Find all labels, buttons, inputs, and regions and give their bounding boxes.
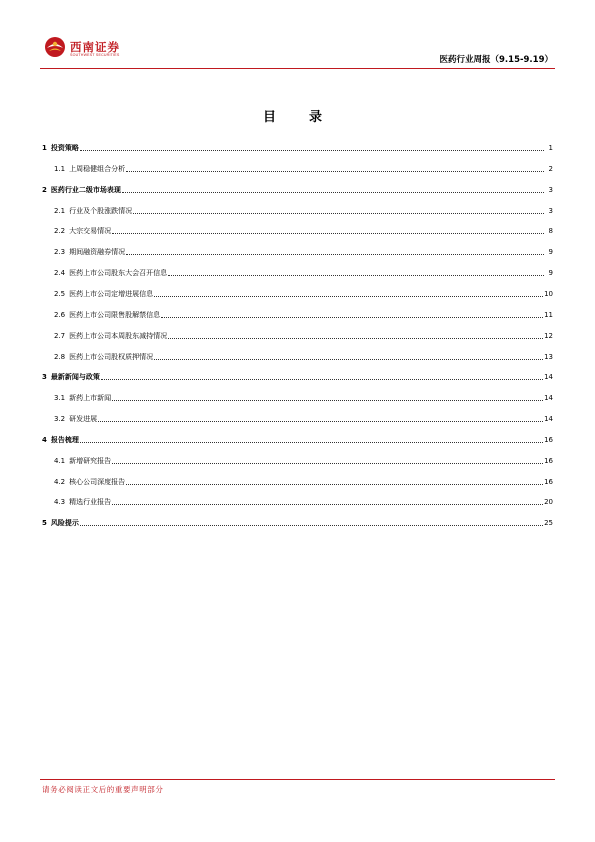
- toc-entry[interactable]: [42, 141, 553, 153]
- toc-entry-title: 精选行业报告: [69, 498, 112, 507]
- toc-entry-number: 2: [42, 185, 47, 194]
- toc-entry-label: [42, 478, 125, 487]
- toc-entry-number: 1: [42, 144, 47, 152]
- footer-disclaimer: 请务必阅读正文后的重要声明部分: [42, 785, 164, 794]
- toc-entry-title: 大宗交易情况: [69, 227, 112, 236]
- toc-entry-number: 4.2: [54, 477, 66, 486]
- toc-entry-label: [42, 498, 111, 507]
- toc-dot-leader: [126, 254, 544, 255]
- toc-dot-leader: [112, 504, 543, 505]
- toc-entry-number: 2.3: [54, 248, 66, 257]
- toc-entry-title: 报告梳理: [50, 435, 79, 444]
- toc-entry-title: 医药上市公司本周股东减持情况: [69, 331, 168, 340]
- toc-entry-number: 2.8: [54, 352, 66, 361]
- toc-entry-page: 9: [548, 269, 553, 278]
- toc-entry-number: 2.4: [54, 269, 66, 278]
- footer-divider: [40, 779, 555, 780]
- company-logo: [44, 36, 164, 64]
- toc-entry-title: 研发进展: [69, 415, 98, 424]
- toc-entry-label: [42, 248, 125, 257]
- toc-entry-number: 3.2: [54, 415, 66, 424]
- toc-entry-title: 最新新闻与政策: [50, 373, 100, 382]
- toc-entry-title: 医药上市公司限售股解禁信息: [69, 310, 161, 319]
- toc-dot-leader: [80, 442, 543, 443]
- toc-entry-page: 16: [544, 477, 553, 486]
- toc-dot-leader: [80, 525, 543, 526]
- toc-entry-number: 1.1: [54, 164, 66, 173]
- toc-entry-page: 16: [544, 456, 553, 465]
- toc-entry-label: [42, 415, 97, 424]
- toc-entry-number: 5: [42, 519, 47, 528]
- toc-entry-title: 医药上市公司股东大会召开信息: [69, 269, 168, 278]
- toc-entry[interactable]: [42, 412, 553, 424]
- sun-logo-icon: [44, 36, 66, 58]
- toc-dot-leader: [112, 233, 544, 234]
- toc-entry-label: [42, 332, 167, 341]
- toc-entry-label: [42, 165, 125, 174]
- toc-entry[interactable]: [42, 433, 553, 445]
- toc-entry[interactable]: [42, 308, 553, 320]
- toc-entry-number: 2.2: [54, 227, 66, 236]
- toc-dot-leader: [98, 421, 543, 422]
- toc-entry-label: [42, 436, 79, 445]
- toc-entry-label: [42, 311, 160, 320]
- toc-dot-leader: [126, 171, 544, 172]
- toc-entry-page: 2: [548, 164, 553, 173]
- toc-entry-title: 新药上市新闻: [69, 394, 112, 403]
- toc-entry-number: 4: [42, 435, 47, 444]
- toc-entry-page: 11: [544, 310, 553, 319]
- toc-entry-number: 4.1: [54, 456, 66, 465]
- toc-entry-label: [42, 394, 111, 403]
- report-title: 医药行业周报（9.15-9.19）: [439, 55, 553, 65]
- toc-entry-title: 期间融资融券情况: [69, 248, 126, 257]
- toc-entry-title: 医药上市公司定增进展信息: [69, 289, 154, 298]
- header-divider: [40, 68, 555, 69]
- toc-entry-label: [42, 457, 111, 466]
- toc-dot-leader: [133, 213, 544, 214]
- toc-entry-page: 25: [544, 519, 553, 528]
- toc-entry[interactable]: [42, 224, 553, 236]
- logo-text: 西南证券: [70, 40, 120, 54]
- toc-entry-title: 投资策略: [50, 144, 79, 152]
- toc-entry-label: [42, 373, 100, 382]
- toc-entry-number: 4.3: [54, 498, 66, 507]
- toc-dot-leader: [112, 400, 543, 401]
- toc-entry-title: 核心公司深度报告: [69, 477, 126, 486]
- toc-entry-page: 20: [544, 498, 553, 507]
- toc-entry-page: 8: [548, 227, 553, 236]
- toc-entry-number: 2.5: [54, 289, 66, 298]
- page-header: [40, 34, 555, 68]
- toc-entry-number: 2.1: [54, 206, 66, 215]
- toc-entry[interactable]: [42, 287, 553, 299]
- toc-heading: 目 录: [262, 110, 332, 125]
- toc-entry-title: 医药行业二级市场表现: [50, 185, 121, 194]
- toc-entry-page: 14: [544, 373, 553, 382]
- toc-entry-label: [42, 227, 111, 236]
- toc-entry[interactable]: [42, 266, 553, 278]
- toc-entry-page: 3: [548, 206, 553, 215]
- toc-entry-number: 2.6: [54, 310, 66, 319]
- toc-entry[interactable]: [42, 350, 553, 362]
- toc-entry-label: [42, 269, 167, 278]
- toc-entry-label: [42, 519, 79, 528]
- toc-entry-label: [42, 290, 153, 299]
- toc-entry-page: 14: [544, 415, 553, 424]
- toc-dot-leader: [112, 463, 543, 464]
- toc-entry-label: [42, 207, 132, 216]
- toc-entry-label: [42, 353, 153, 362]
- toc-entry-page: 3: [548, 185, 553, 194]
- toc-entry[interactable]: [42, 370, 553, 382]
- toc-entry-number: 3.1: [54, 394, 66, 403]
- toc-dot-leader: [154, 296, 543, 297]
- toc-entry-page: 14: [544, 394, 553, 403]
- toc-entry-title: 医药上市公司股权质押情况: [69, 352, 154, 361]
- toc-entry[interactable]: [42, 204, 553, 216]
- toc-entry-title: 行业及个股涨跌情况: [69, 206, 133, 215]
- toc-entry[interactable]: [42, 162, 553, 174]
- toc-entry-page: 12: [544, 331, 553, 340]
- toc-entry-number: 3: [42, 373, 47, 382]
- toc-entry-page: 9: [548, 248, 553, 257]
- toc-dot-leader: [126, 484, 543, 485]
- toc-entry-label: [42, 144, 79, 153]
- toc-entry-number: 2.7: [54, 331, 66, 340]
- toc-entry[interactable]: [42, 391, 553, 403]
- toc-entry[interactable]: [42, 454, 553, 466]
- toc-entry[interactable]: [42, 183, 553, 195]
- toc-entry-title: 上周稳健组合分析: [69, 164, 126, 173]
- toc-entry-page: 16: [544, 435, 553, 444]
- toc-dot-leader: [154, 359, 543, 360]
- toc-entry-page: 13: [544, 352, 553, 361]
- toc-dot-leader: [168, 338, 543, 339]
- toc-entry[interactable]: [42, 516, 553, 528]
- toc-dot-leader: [168, 275, 544, 276]
- toc-entry-label: [42, 186, 121, 195]
- toc-entry-page: 10: [544, 289, 553, 298]
- toc-entry[interactable]: [42, 495, 553, 507]
- toc-entry[interactable]: [42, 475, 553, 487]
- toc-dot-leader: [101, 379, 543, 380]
- toc-dot-leader: [161, 317, 543, 318]
- toc-entry-title: 新增研究报告: [69, 456, 112, 465]
- toc-entry-title: 风险提示: [50, 519, 79, 528]
- toc-dot-leader: [80, 150, 544, 151]
- toc-entry[interactable]: [42, 245, 553, 257]
- logo-subtext: SOUTHWEST SECURITIES: [70, 53, 120, 57]
- toc-dot-leader: [122, 192, 544, 193]
- toc-entry[interactable]: [42, 329, 553, 341]
- toc-entry-page: 1: [548, 144, 553, 152]
